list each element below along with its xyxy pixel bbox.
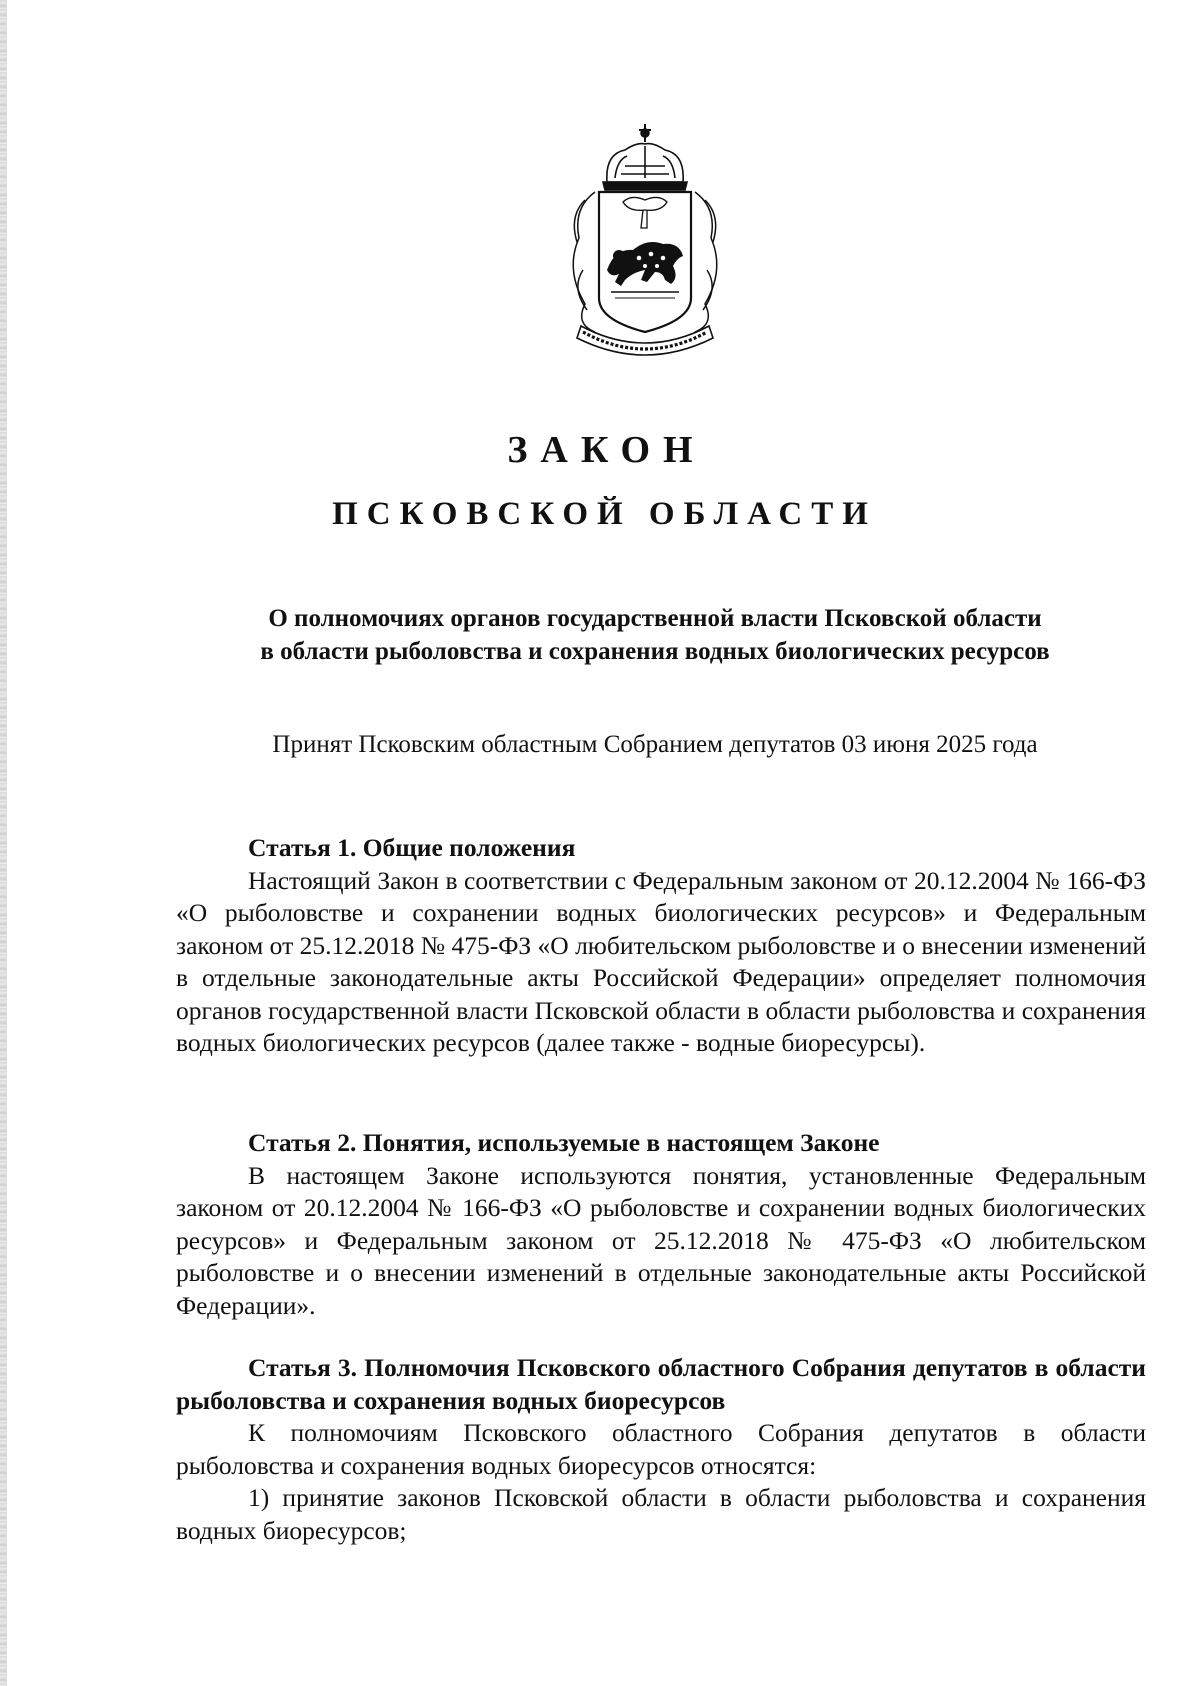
article-paragraph: Настоящий Закон в соответствии с Федеральным законом от 20.12.2004 № 166-ФЗ «О рыболовстве и сохранении водных биологических ресурсов» и Федеральным законом от 25.12.2018 № 475-ФЗ «О любительском рыболовстве и о внесении изменений в отдельные законодательные акты Российской Федерации» определяет полномочия органов государственной власти Псковской области в области рыболовства и сохранения водных биологических ресурсов (далее также - водные биоресурсы). bbox=[176, 865, 1146, 1057]
law-name-line: в области рыболовства и сохранения водных биологических ресурсов bbox=[260, 638, 1050, 665]
article-heading: Статья 1. Общие положения bbox=[248, 833, 576, 862]
document-title: ЗАКОН bbox=[507, 429, 706, 471]
article-1 bbox=[176, 832, 1146, 1060]
article-paragraph: В настоящем Законе используются понятия, установленные Федеральным законом от 20.12.2004 № 166-ФЗ «О рыболовстве и сохранении водных биологических ресурсов» и Федеральным законом от 25.12.2018 № 475-ФЗ «О любительском рыболовстве и о внесении изменений в отдельные законодательные акты Российской Федерации». bbox=[176, 1160, 1146, 1320]
article-2 bbox=[176, 1127, 1146, 1322]
article-3 bbox=[176, 1352, 1146, 1547]
law-name-line: О полномочиях органов государственной власти Псковской области bbox=[268, 605, 1042, 632]
adoption-statement: Принят Псковским областным Собранием депутатов 03 июня 2025 года bbox=[272, 731, 1038, 758]
scan-edge bbox=[0, 0, 7, 1686]
article-paragraph: К полномочиям Псковского областного Собрания депутатов в области рыболовства и сохранения водных биоресурсов относятся: bbox=[176, 1418, 1146, 1480]
article-heading: Статья 3. Полномочия Псковского областного Собрания депутатов в области рыболовства и сохранения водных биоресурсов bbox=[176, 1353, 1146, 1415]
pskov-coat-of-arms-icon bbox=[555, 120, 735, 370]
article-heading: Статья 2. Понятия, используемые в настоящем Законе bbox=[248, 1128, 880, 1157]
document-subtitle: ПСКОВСКОЙ ОБЛАСТИ bbox=[332, 496, 877, 532]
law-name bbox=[160, 602, 1150, 668]
article-list-item: 1) принятие законов Псковской области в области рыболовства и сохранения водных биоресурсов; bbox=[176, 1483, 1146, 1545]
